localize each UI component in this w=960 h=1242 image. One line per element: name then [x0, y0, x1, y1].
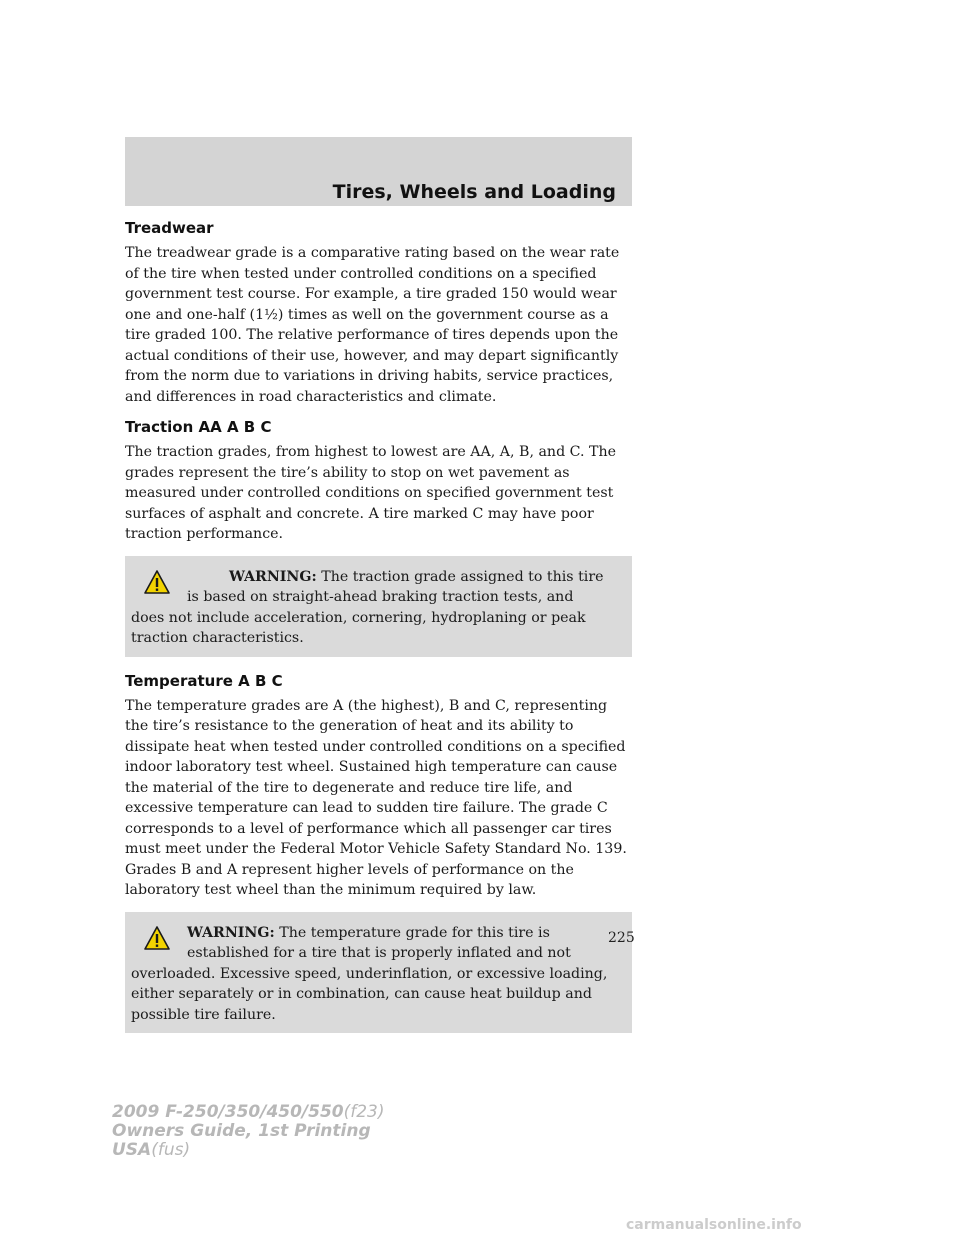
footer-line-1 [112, 1103, 385, 1122]
warning-label: WARNING: [229, 568, 317, 585]
warning-text-temperature: The temperature grade for this tire is established for a tire that is properly inflated and not overloaded. Excessive speed, underinflation, or excessive loading, either separately or in combination, can cause heat buildup and possible tire failure. [131, 924, 608, 1023]
warning-triangle-icon [143, 925, 171, 951]
warning-label: WARNING: [187, 924, 275, 941]
document-footer [112, 1103, 385, 1160]
footer-model-code: (f23) [343, 1102, 385, 1122]
footer-line-3 [112, 1141, 385, 1160]
warning-box-traction [125, 556, 632, 657]
footer-region-code: (fus) [151, 1140, 191, 1160]
footer-model: 2009 F-250/350/450/550 [112, 1102, 344, 1122]
header-band [125, 137, 632, 206]
section-heading-temperature: Temperature A B C [125, 671, 283, 690]
footer-line-2: Owners Guide, 1st Printing [112, 1121, 371, 1141]
watermark-link[interactable]: carmanualsonline.info [626, 1217, 802, 1233]
paragraph-traction: The traction grades, from highest to lowest are AA, A, B, and C. The grades represent the tire’s ability to stop on wet pavement as measured under controlled conditions on specified government test surfaces of asphalt and concrete. A tire marked C may have poor traction performance. [125, 444, 617, 542]
paragraph-temperature: The temperature grades are A (the highest), B and C, representing the tire’s resistance to the generation of heat and its ability to dissipate heat when tested under controlled conditions on a specified indoor laboratory test wheel. Sustained high temperature can cause the material of the tire to degenerate and reduce tire life, and excessive temperature can lead to sudden tire failure. The grade C corresponds to a level of performance which all passenger car tires must meet under the Federal Motor Vehicle Safety Standard No. 139. Grades B and A represent higher levels of performance on the laboratory test wheel than the minimum required by law. [125, 697, 627, 898]
page-number: 225 [608, 930, 635, 946]
warning-triangle-icon [143, 569, 171, 595]
page-title: Tires, Wheels and Loading [332, 181, 616, 203]
paragraph-treadwear: The treadwear grade is a comparative rating based on the wear rate of the tire when tested under controlled conditions on a specified government test course. For example, a tire graded 150 would wear one and one-half (1½) times as well on the government course as a tire graded 100. The relative performance of tires depends upon the actual conditions of their use, however, and may depart significantly from the norm due to variations in driving habits, service practices, and differences in road characteristics and climate. [125, 245, 620, 405]
section-heading-traction: Traction AA A B C [125, 418, 272, 436]
section-heading-treadwear: Treadwear [125, 219, 214, 237]
main-content [125, 219, 632, 1048]
footer-region: USA [112, 1140, 152, 1160]
warning-box-temperature [125, 912, 632, 1034]
warning-text-traction: The traction grade assigned to this tire is based on straight-ahead braking traction tests, and does not include acceleration, cornering, hydroplaning or peak traction characteristics. [131, 568, 604, 646]
